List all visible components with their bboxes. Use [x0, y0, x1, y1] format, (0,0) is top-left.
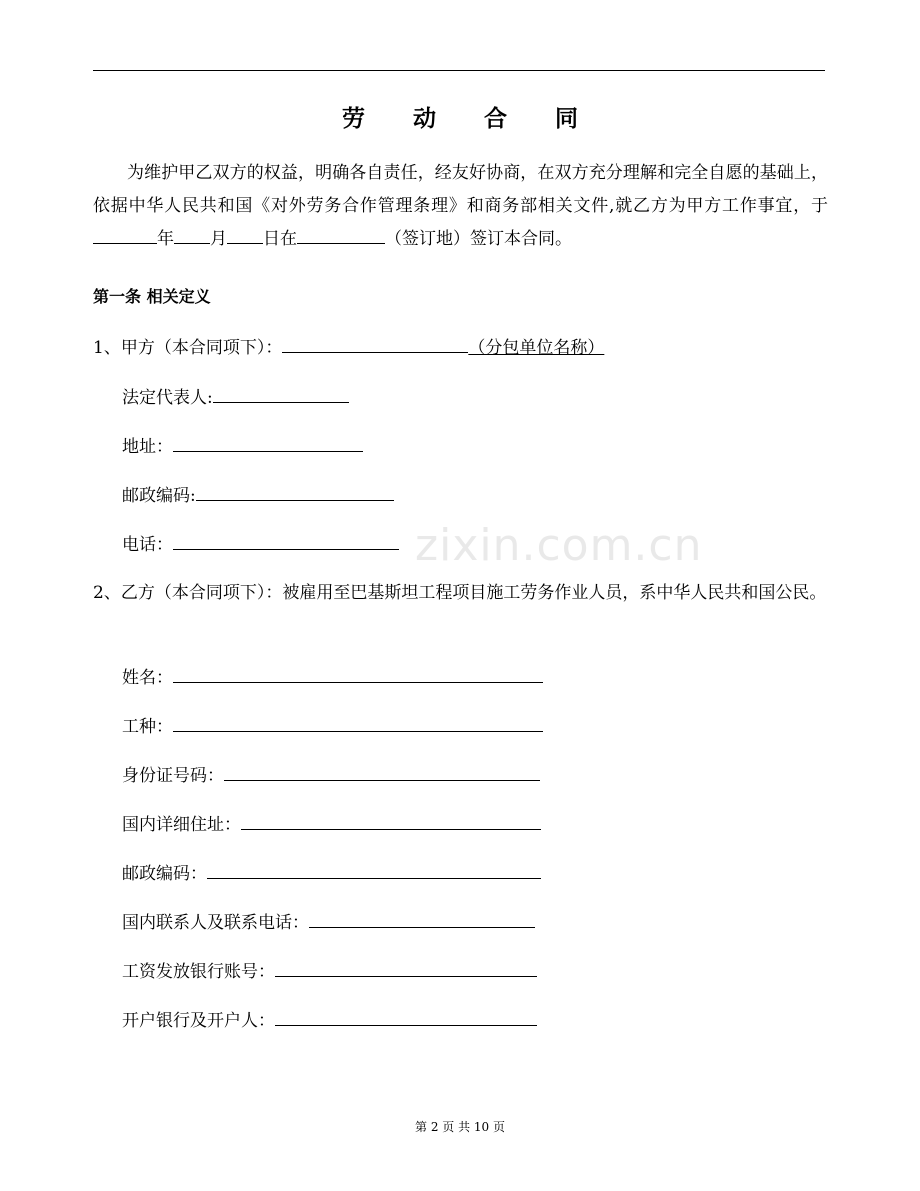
bank-account-label: 工资发放银行账号：	[122, 962, 275, 982]
postcode-a-field[interactable]	[196, 482, 394, 501]
job-type-field[interactable]	[173, 713, 543, 732]
name-field[interactable]	[173, 664, 543, 683]
day-label: 日在	[263, 229, 297, 249]
phone-a-line	[122, 531, 399, 557]
bank-name-line	[122, 1007, 537, 1033]
phone-a-field[interactable]	[173, 531, 399, 550]
postcode-b-field[interactable]	[207, 860, 541, 879]
postcode-a-label: 邮政编码:	[122, 486, 196, 506]
domestic-address-label: 国内详细住址：	[122, 815, 241, 835]
id-number-line	[122, 762, 540, 788]
year-blank[interactable]	[93, 227, 157, 244]
domestic-address-line	[122, 811, 541, 837]
address-a-line	[122, 433, 363, 459]
postcode-a-line	[122, 482, 394, 508]
job-type-line	[122, 713, 543, 739]
domestic-address-field[interactable]	[241, 811, 541, 830]
contact-label: 国内联系人及联系电话：	[122, 913, 309, 933]
intro-paragraph	[93, 157, 828, 256]
legal-rep-field[interactable]	[213, 384, 349, 403]
party-a-name-blank[interactable]	[282, 334, 468, 353]
month-blank[interactable]	[174, 227, 210, 244]
id-number-label: 身份证号码：	[122, 766, 224, 786]
bank-name-field[interactable]	[275, 1007, 537, 1026]
signing-place-blank[interactable]	[297, 227, 385, 244]
day-blank[interactable]	[227, 227, 263, 244]
party-b-paragraph: 2、乙方（本合同项下）：被雇用至巴基斯坦工程项目施工劳务作业人员，系中华人民共和国公民。	[93, 583, 827, 603]
address-a-label: 地址：	[122, 437, 173, 457]
document-title: 劳 动 合 同	[341, 105, 599, 132]
section-heading: 第一条 相关定义	[93, 287, 211, 306]
address-a-field[interactable]	[173, 433, 363, 452]
year-label: 年	[157, 229, 174, 249]
legal-rep-line	[122, 384, 349, 410]
legal-rep-label: 法定代表人:	[122, 388, 213, 408]
intro-end-text: （签订地）签订本合同。	[385, 229, 572, 249]
party-a-label: 1、甲方（本合同项下）：	[93, 338, 283, 358]
name-line	[122, 664, 543, 690]
phone-a-label: 电话：	[122, 535, 173, 555]
bank-name-label: 开户银行及开户人：	[122, 1011, 275, 1031]
page-footer: 第 2 页 共 10 页	[415, 1120, 505, 1134]
name-label: 姓名：	[122, 668, 173, 688]
party-a-note: （分包单位名称）	[468, 338, 605, 358]
bank-account-field[interactable]	[275, 958, 537, 977]
month-label: 月	[210, 229, 227, 249]
contact-field[interactable]	[309, 909, 535, 928]
postcode-b-line	[122, 860, 541, 886]
contact-line	[122, 909, 535, 935]
postcode-b-label: 邮政编码：	[122, 864, 207, 884]
intro-text: 为维护甲乙双方的权益，明确各自责任，经友好协商，在双方充分理解和完全自愿的基础上，依据中华人民共和国《对外劳务合作管理条理》和商务部相关文件,就乙方为甲方工作事宜，于	[93, 163, 828, 216]
header-rule	[93, 70, 825, 71]
id-number-field[interactable]	[224, 762, 540, 781]
watermark: zixin.com.cn	[415, 520, 703, 571]
bank-account-line	[122, 958, 537, 984]
job-type-label: 工种：	[122, 717, 173, 737]
party-a-line	[93, 334, 604, 360]
